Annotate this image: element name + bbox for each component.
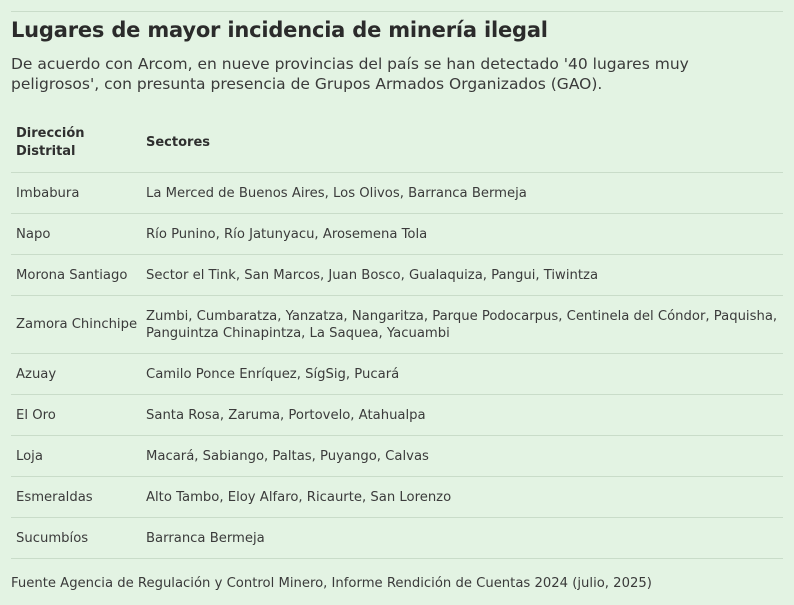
cell-sectores: Zumbi, Cumbaratza, Yanzatza, Nangaritza, Parque Podocarpus, Centinela del Cóndor, Paquisha, Panguintza Chinapintza, La Saquea, Yacuambi [141,296,783,354]
cell-direccion: Zamora Chinchipe [11,296,141,354]
table-row [11,436,783,477]
cell-direccion: Morona Santiago [11,255,141,296]
cell-sectores: Santa Rosa, Zaruma, Portovelo, Atahualpa [141,395,783,436]
table-row [11,395,783,436]
page-title: Lugares de mayor incidencia de minería ilegal [11,18,548,42]
source-note: Fuente Agencia de Regulación y Control Minero, Informe Rendición de Cuentas 2024 (julio, 2025) [11,576,652,591]
cell-direccion: Imbabura [11,173,141,214]
top-divider [11,11,783,12]
table-row [11,255,783,296]
mining-locations-table [11,117,783,559]
table-row [11,296,783,354]
header-direccion-distrital: Dirección Distrital [11,117,141,173]
cell-sectores: Barranca Bermeja [141,518,783,559]
cell-sectores: Alto Tambo, Eloy Alfaro, Ricaurte, San Lorenzo [141,477,783,518]
table-row [11,173,783,214]
table-row [11,477,783,518]
cell-sectores: Río Punino, Río Jatunyacu, Arosemena Tola [141,214,783,255]
cell-direccion: Sucumbíos [11,518,141,559]
cell-sectores: Macará, Sabiango, Paltas, Puyango, Calvas [141,436,783,477]
cell-direccion: Esmeraldas [11,477,141,518]
cell-sectores: Sector el Tink, San Marcos, Juan Bosco, Gualaquiza, Pangui, Tiwintza [141,255,783,296]
cell-direccion: El Oro [11,395,141,436]
cell-sectores: Camilo Ponce Enríquez, SígSig, Pucará [141,354,783,395]
table-row [11,354,783,395]
page-subtitle: De acuerdo con Arcom, en nueve provincias del país se han detectado '40 lugares muy peligrosos', con presunta presencia de Grupos Armados Organizados (GAO). [11,55,689,93]
cell-direccion: Napo [11,214,141,255]
cell-direccion: Loja [11,436,141,477]
table-header-row [11,117,783,173]
header-sectores: Sectores [141,117,783,173]
table-row [11,214,783,255]
cell-direccion: Azuay [11,354,141,395]
table-row [11,518,783,559]
cell-sectores: La Merced de Buenos Aires, Los Olivos, Barranca Bermeja [141,173,783,214]
